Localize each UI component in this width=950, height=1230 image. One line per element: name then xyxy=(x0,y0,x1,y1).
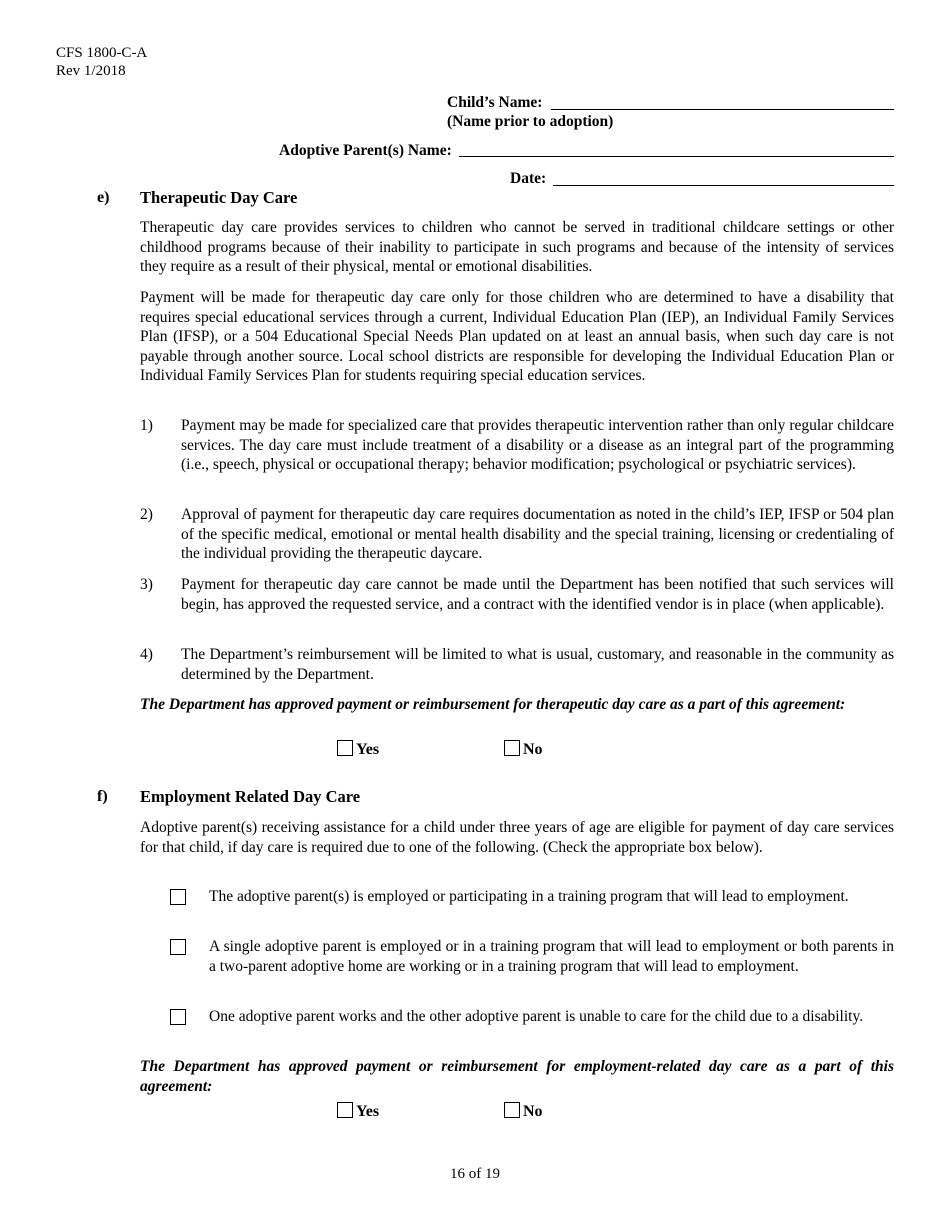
section-f-letter: f) xyxy=(97,788,108,805)
section-e-approval-statement: The Department has approved payment or reimbursement for therapeutic day care as a part of this agreement: xyxy=(140,696,846,713)
date-label: Date: xyxy=(510,170,547,187)
no-label: No xyxy=(523,1103,543,1120)
date-field[interactable] xyxy=(553,185,894,186)
yes-label: Yes xyxy=(356,1103,380,1120)
section-e-paragraph-1: Therapeutic day care provides services to children who cannot be served in traditional childcare settings or other childhood programs because of their inability to participate in such programs and because of the intensity of services they require as a result of their physical, mental or emotional disabilities. xyxy=(140,219,894,276)
no-checkbox[interactable] xyxy=(504,1102,520,1118)
section-e-paragraph-2: Payment will be made for therapeutic day care only for those children who are determined to have a disability that requires special educational services through a current, Individual Education Plan (IEP), an Individual Family Services Plan (IFSP), or a 504 Educational Special Needs Plan updated on at least an annual basis, when such day care is not payable through another source. Local school districts are responsible for developing the Individual Education Plan or Individual Family Services Plan for students requiring special education services. xyxy=(140,289,894,385)
option-checkbox[interactable] xyxy=(170,939,186,955)
section-e-title: Therapeutic Day Care xyxy=(140,188,298,207)
section-e-letter: e) xyxy=(97,189,110,206)
employment-option xyxy=(170,887,894,907)
list-item xyxy=(140,575,894,614)
child-name-label: Child’s Name: xyxy=(447,94,543,111)
form-id-block xyxy=(56,44,147,80)
no-label: No xyxy=(523,741,543,758)
list-item-number: 4) xyxy=(140,646,153,663)
child-name-note: (Name prior to adoption) xyxy=(447,113,614,130)
list-item xyxy=(140,416,894,475)
list-item-number: 3) xyxy=(140,576,153,593)
section-f-yes-option[interactable] xyxy=(337,1102,379,1121)
adoptive-parent-label: Adoptive Parent(s) Name: xyxy=(279,142,452,159)
child-name-field[interactable] xyxy=(551,109,894,110)
section-f-approval-statement: The Department has approved payment or reimbursement for employment-related day care as a part of this agreement: xyxy=(140,1058,894,1095)
list-item-text: The Department’s reimbursement will be limited to what is usual, customary, and reasonable in the community as determined by the Department. xyxy=(181,646,894,683)
yes-checkbox[interactable] xyxy=(337,1102,353,1118)
employment-option xyxy=(170,1007,894,1027)
list-item-text: Payment for therapeutic day care cannot be made until the Department has been notified that such services will begin, has approved the requested service, and a contract with the identified vendor is in place (when applicable). xyxy=(181,576,894,613)
section-e-no-option[interactable] xyxy=(504,740,543,759)
section-f-no-option[interactable] xyxy=(504,1102,543,1121)
option-text: The adoptive parent(s) is employed or participating in a training program that will lead to employment. xyxy=(209,888,849,905)
list-item xyxy=(140,645,894,684)
section-e-yes-option[interactable] xyxy=(337,740,379,759)
section-f-title: Employment Related Day Care xyxy=(140,787,361,806)
yes-checkbox[interactable] xyxy=(337,740,353,756)
no-checkbox[interactable] xyxy=(504,740,520,756)
option-checkbox[interactable] xyxy=(170,889,186,905)
adoptive-parent-field[interactable] xyxy=(459,156,894,157)
form-id: CFS 1800-C-A xyxy=(56,45,148,61)
yes-label: Yes xyxy=(356,741,380,758)
list-item-number: 1) xyxy=(140,417,153,434)
list-item-text: Payment may be made for specialized care that provides therapeutic intervention rather than only regular childcare services. The day care must include treatment of a disability or a disease as an integral part of the programming (i.e., speech, physical or occupational therapy; behavior modification; psychological or psychiatric services). xyxy=(181,417,894,474)
option-checkbox[interactable] xyxy=(170,1009,186,1025)
option-text: One adoptive parent works and the other adoptive parent is unable to care for the child due to a disability. xyxy=(209,1008,864,1025)
employment-option xyxy=(170,937,894,976)
list-item-number: 2) xyxy=(140,506,153,523)
page-number: 16 of 19 xyxy=(450,1166,500,1182)
option-text: A single adoptive parent is employed or in a training program that will lead to employment or both parents in a two-parent adoptive home are working or in a training program that will lead to employment. xyxy=(209,938,894,975)
section-f-paragraph: Adoptive parent(s) receiving assistance for a child under three years of age are eligible for payment of day care services for that child, if day care is required due to one of the following. (Check the appropriate box below). xyxy=(140,819,894,856)
form-revision: Rev 1/2018 xyxy=(56,63,126,79)
list-item-text: Approval of payment for therapeutic day care requires documentation as noted in the child’s IEP, IFSP or 504 plan of the specific medical, emotional or mental health disability and the special training, licensing or credentialing of the individual providing the therapeutic daycare. xyxy=(181,506,894,563)
list-item xyxy=(140,505,894,564)
